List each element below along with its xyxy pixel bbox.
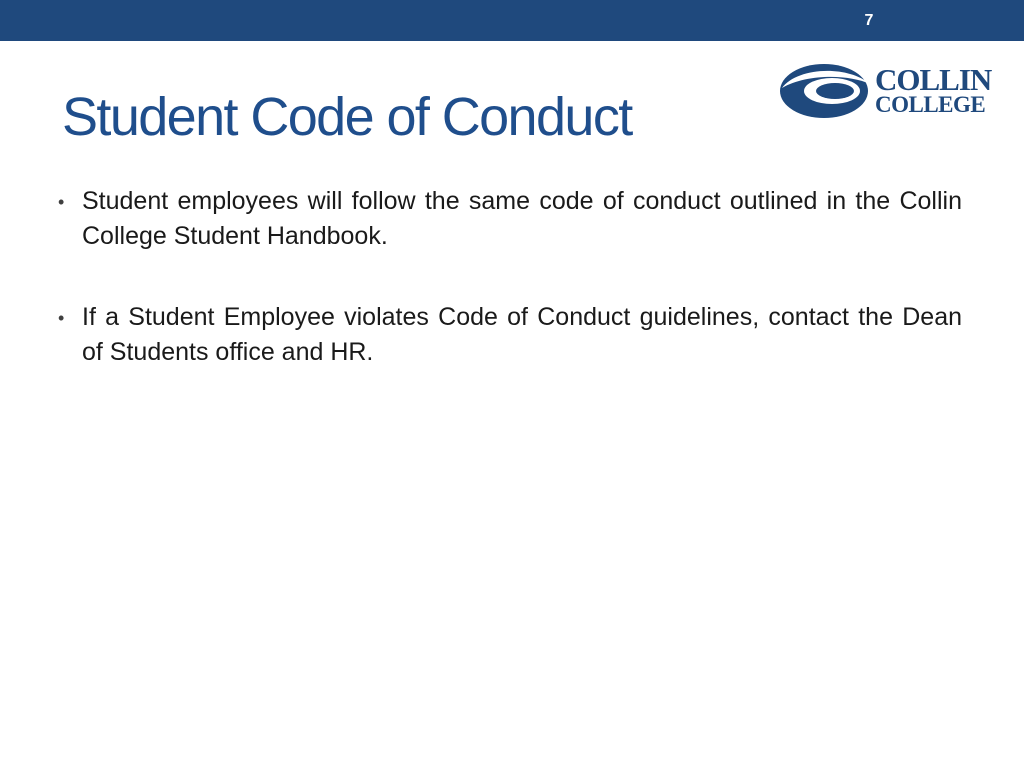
bullet-item — [56, 300, 962, 370]
logo-wordmark — [875, 62, 1000, 117]
bullet-icon: • — [58, 308, 65, 328]
bullet-list — [56, 184, 962, 416]
logo-text-college: COLLEGE — [875, 92, 986, 117]
bullet-item — [56, 184, 962, 254]
collin-college-logo — [778, 62, 1000, 120]
slide-number: 7 — [864, 12, 874, 29]
logo-text-collin: COLLIN — [875, 62, 992, 97]
collin-college-swoosh-logo-icon — [778, 62, 874, 120]
bullet-text: If a Student Employee violates Code of Conduct guidelines, contact the Dean of Students office and HR. — [82, 303, 962, 366]
bullet-text: Student employees will follow the same code of conduct outlined in the Collin College Student Handbook. — [82, 187, 962, 250]
slide-title: Student Code of Conduct — [62, 87, 632, 147]
bullet-icon: • — [58, 192, 65, 212]
